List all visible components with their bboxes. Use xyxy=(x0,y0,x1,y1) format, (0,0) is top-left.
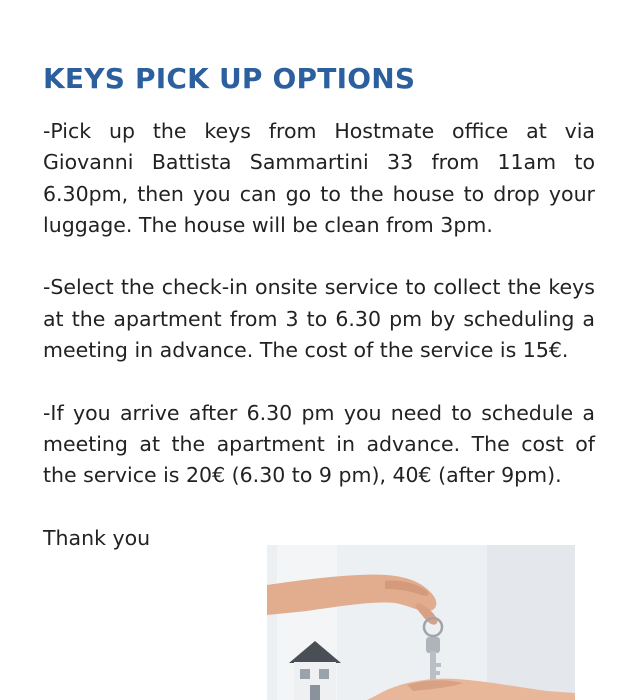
page-title: KEYS PICK UP OPTIONS xyxy=(43,62,416,95)
paragraph-onsite-checkin: -Select the check-in onsite service to collect the keys at the apartment from 3 to 6.30 pm by scheduling a meeting in advance. The cost of the service is 15€. xyxy=(43,275,595,363)
document-body xyxy=(43,116,595,585)
closing-text: Thank you xyxy=(43,525,151,550)
paragraph-late-arrival: -If you arrive after 6.30 pm you need to schedule a meeting at the apartment in advance. The cost of the service is 20€ (6.30 to 9 pm), 40€ (after 9pm). xyxy=(43,400,595,488)
key-handover-photo xyxy=(267,545,575,700)
paragraph-office-pickup: -Pick up the keys from Hostmate office at via Giovanni Battista Sammartini 33 from 11am to 6.30pm, then you can go to the house to drop your luggage. The house will be clean from 3pm. xyxy=(43,119,595,237)
